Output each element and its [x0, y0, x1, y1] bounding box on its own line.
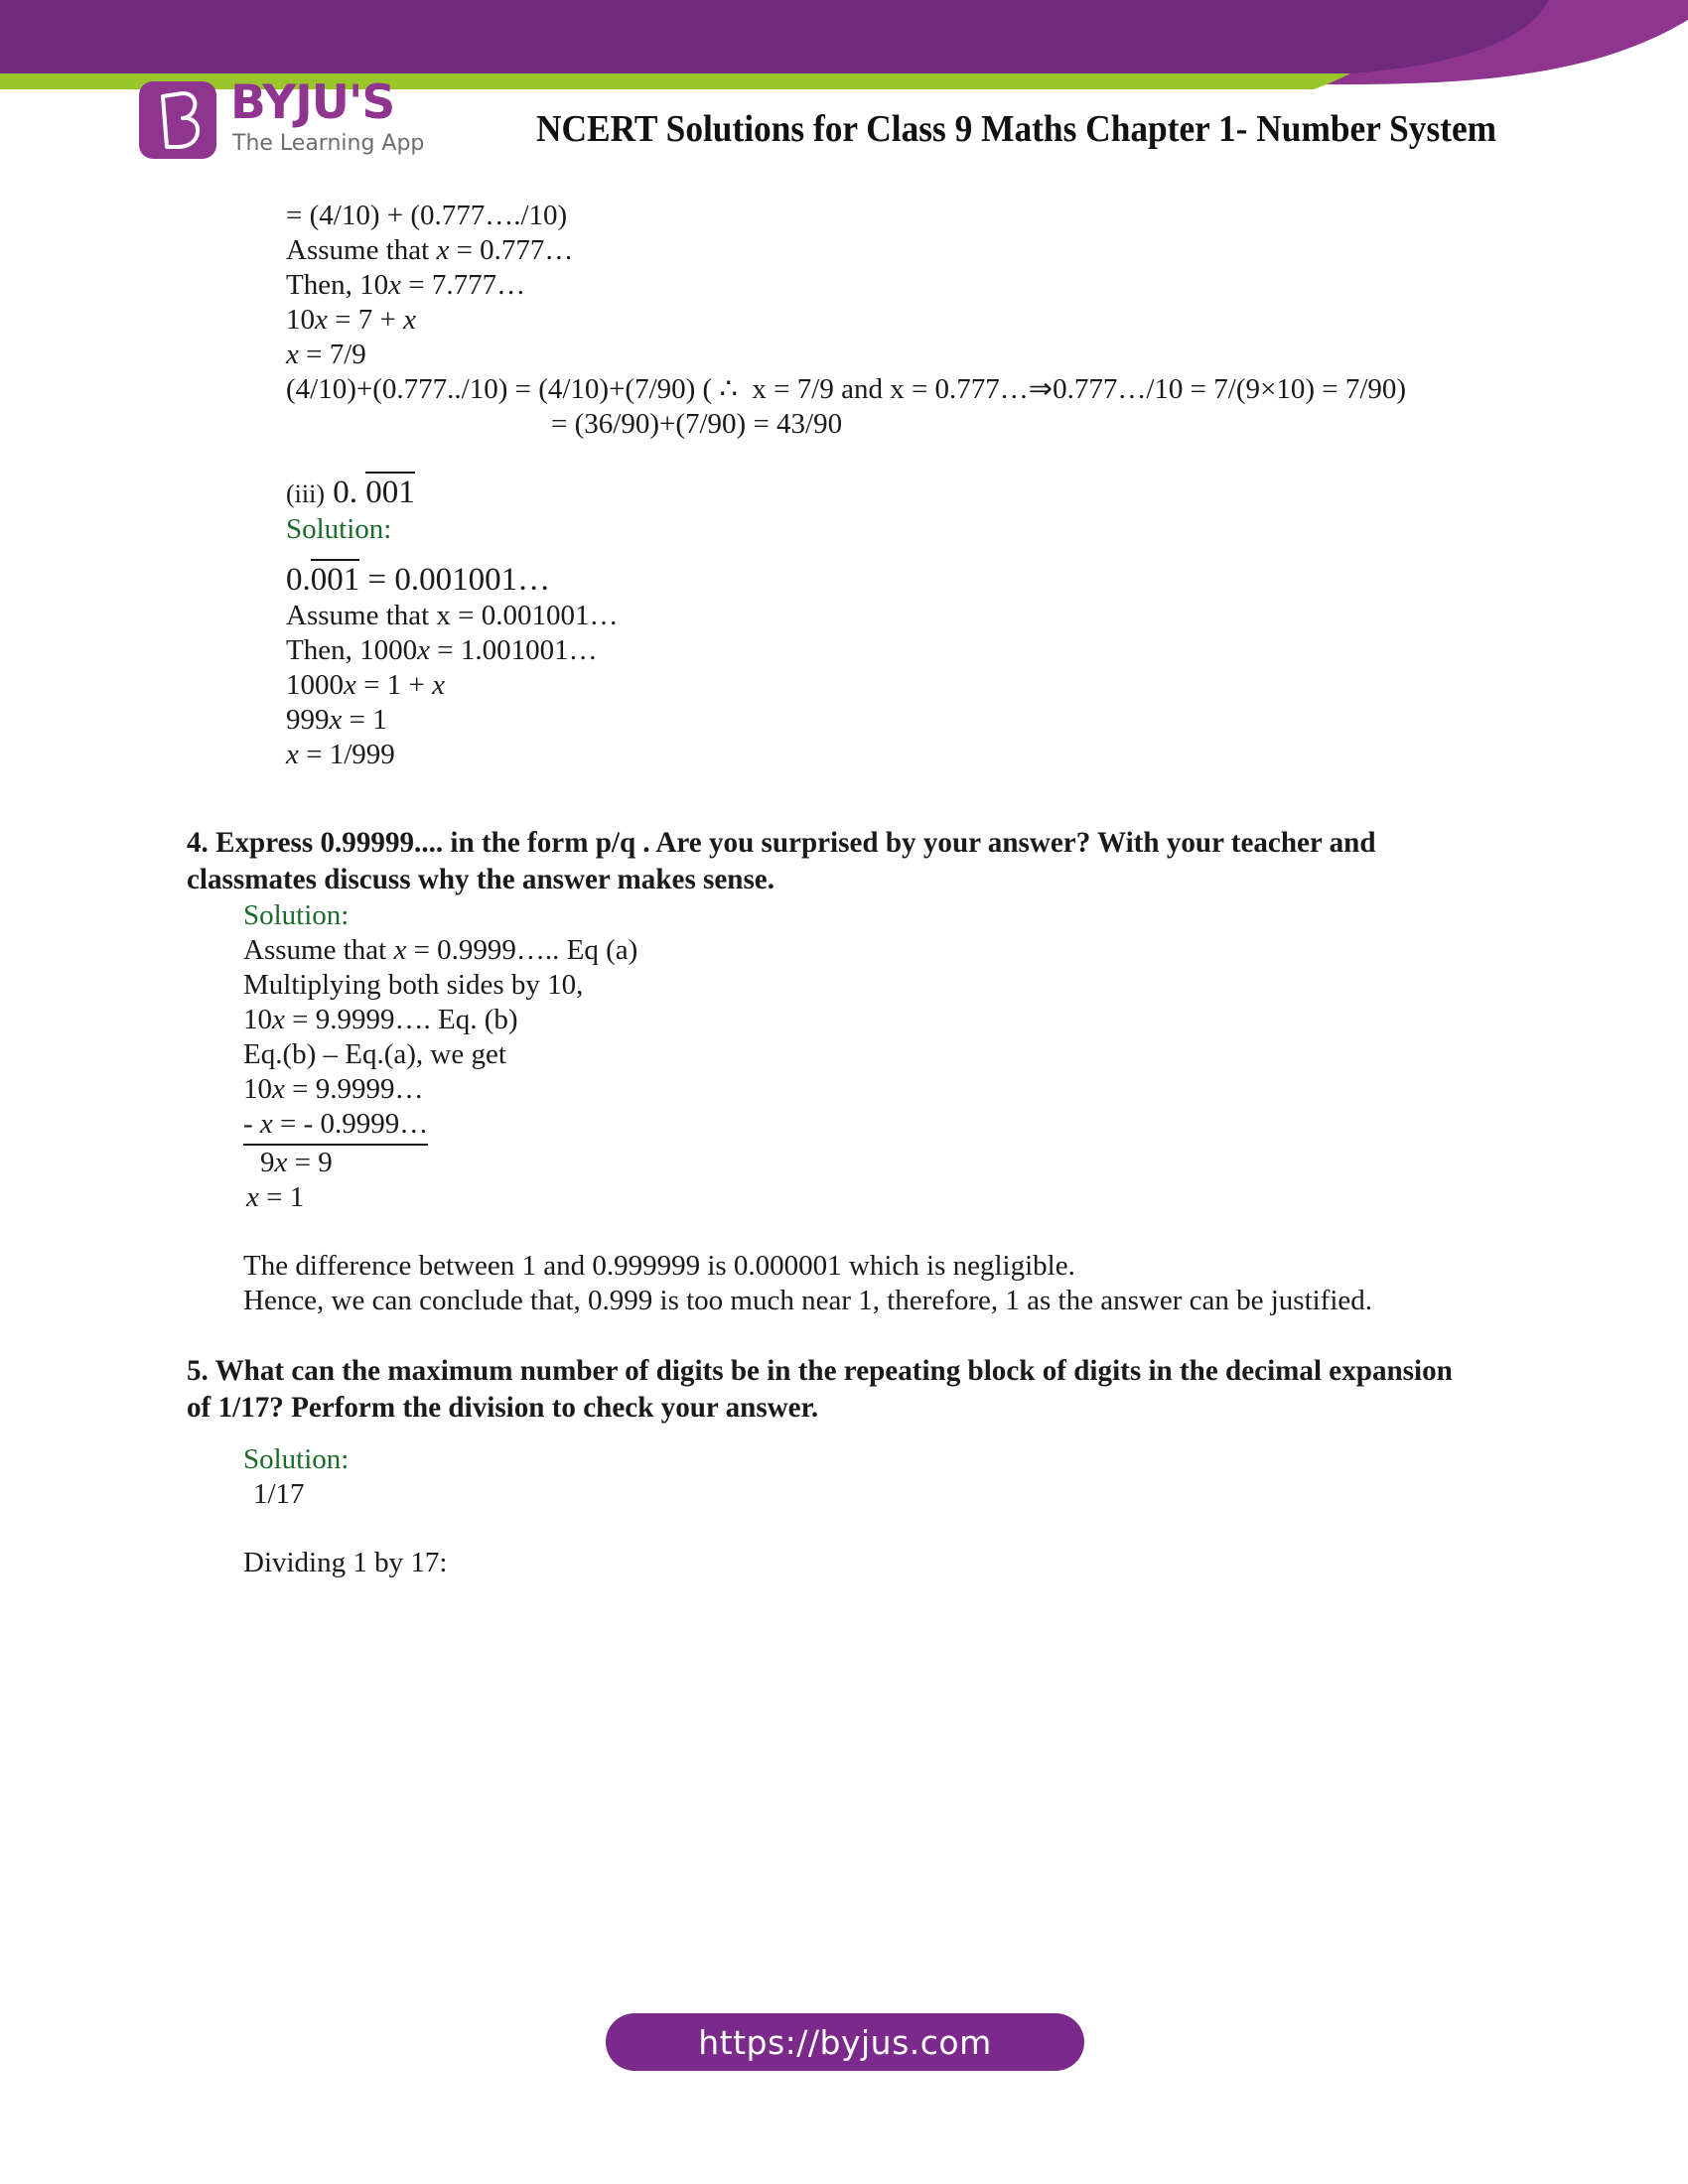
math-line: Assume that x = 0.001001…	[286, 600, 619, 631]
math-line: Then, 10x = 7.777…	[286, 269, 526, 301]
math-line: Eq.(b) – Eq.(a), we get	[243, 1038, 506, 1070]
variable-x: x	[417, 634, 430, 666]
math-line: 999x = 1	[286, 704, 387, 736]
math-line: Assume that x = 0.9999….. Eq (a)	[243, 934, 638, 966]
footer-url-text: https://byjus.com	[698, 2022, 992, 2062]
variable-x: x	[286, 739, 299, 770]
page-title: NCERT Solutions for Class 9 Maths Chapter 1- Number System	[536, 108, 1497, 150]
letter-b-icon	[153, 90, 203, 150]
math-line: Multiplying both sides by 10,	[243, 969, 584, 1001]
math-line: 9x = 9	[260, 1147, 333, 1178]
variable-x: x	[272, 1004, 285, 1035]
math-line: x = 1/999	[286, 739, 395, 770]
math-line-subtraction: - x = - 0.9999…	[243, 1107, 1688, 1146]
conclusion-line: The difference between 1 and 0.999999 is 0.000001 which is negligible.	[243, 1250, 1075, 1282]
math-line: x = 1	[246, 1181, 305, 1213]
math-line: x = 7/9	[286, 339, 366, 370]
variable-x: x	[259, 1108, 273, 1140]
math-line: 1000x = 1 + x	[286, 669, 445, 701]
variable-x: x	[286, 339, 299, 370]
repeating-overline: 001	[365, 472, 415, 510]
variable-x: x	[432, 669, 445, 701]
question-5-heading: 5. What can the maximum number of digits be in the repeating block of digits in the decimal expansion of 1/17? Perform the division to check your answer.	[187, 1354, 1453, 1424]
variable-x: x	[403, 304, 416, 336]
variable-x: x	[388, 269, 401, 301]
math-line: Assume that x = 0.777…	[286, 234, 574, 266]
math-line: 10x = 9.9999…	[243, 1073, 424, 1105]
math-line: (4/10)+(0.777../10) = (4/10)+(7/90) ( ∴ x = 7/9 and x = 0.777…⇒0.777…/10 = 7/(9×10) = 7/90)	[286, 373, 1407, 405]
document-content	[0, 199, 1688, 1580]
conclusion-line: Hence, we can conclude that, 0.999 is too much near 1, therefore, 1 as the answer can be justified.	[243, 1285, 1373, 1316]
question-4-heading: 4. Express 0.99999.... in the form p/q . Are you surprised by your answer? With your teacher and classmates discuss why the answer makes sense.	[187, 826, 1376, 895]
byjus-logo-mark	[139, 81, 216, 159]
math-line: Then, 1000x = 1.001001…	[286, 634, 598, 666]
math-line: 0.001 = 0.001001…	[286, 563, 1688, 599]
logo-wordmark: BYJU'S	[230, 75, 395, 130]
variable-x: x	[246, 1181, 259, 1213]
math-line: = (36/90)+(7/90) = 43/90	[551, 408, 843, 440]
variable-x: x	[393, 934, 407, 966]
repeating-overline: 001	[311, 559, 360, 598]
variable-x: x	[272, 1073, 285, 1105]
math-line: 10x = 9.9999…. Eq. (b)	[243, 1004, 518, 1035]
logo-tagline: The Learning App	[232, 131, 425, 156]
byjus-logo	[139, 77, 437, 187]
solution-label: Solution:	[243, 899, 350, 931]
banner-shape-purple-dark	[0, 0, 1549, 73]
variable-x: x	[315, 304, 328, 336]
math-line: 10x = 7 + x	[286, 304, 416, 336]
variable-x: x	[344, 669, 356, 701]
math-line: Dividing 1 by 17:	[243, 1547, 448, 1578]
part-iii-label: (iii) 0. 001	[286, 476, 1688, 511]
variable-x: x	[274, 1147, 288, 1178]
variable-x: x	[436, 234, 450, 266]
variable-x: x	[329, 704, 343, 736]
footer-url-button[interactable]	[606, 2013, 1084, 2071]
solution-label: Solution:	[243, 1443, 350, 1475]
solution-label: Solution:	[286, 513, 392, 545]
math-line: = (4/10) + (0.777…./10)	[286, 200, 568, 231]
math-line: 1/17	[253, 1478, 305, 1510]
